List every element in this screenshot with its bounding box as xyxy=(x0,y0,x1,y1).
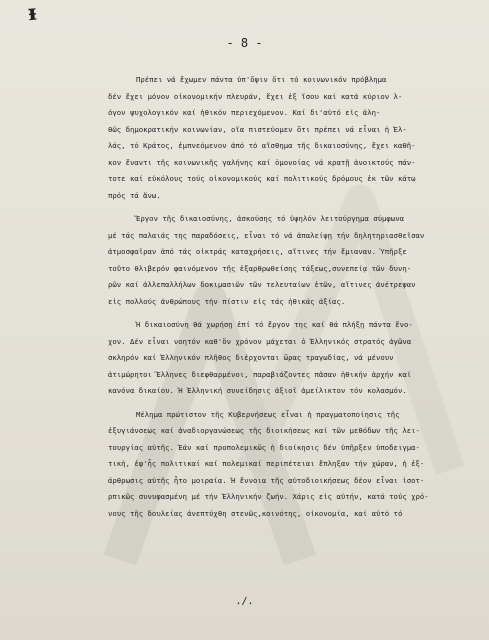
text-line: τουργίας αὐτῆς. Ἐάν καί προπολεμικῶς ἡ διοίκησις δέν ὑπῆρξεν ὑποδειγμα- xyxy=(108,442,420,452)
text-line: νους τῆς δουλείας ἀνεπτύχθη στενῶς,κοινότης, οἰκονομία, καί αὐτό τό xyxy=(108,508,403,518)
margin-mark: ᵻ xyxy=(26,0,38,27)
text-line: εἰς πολλούς ἀνθρώπους τήν πίστιν εἰς τάς ἠθικάς ἀξίας. xyxy=(108,296,346,306)
text-line: θῶς δημοκρατικήν κοινωνίαν, οἵα πιστεύομεν ὅτι πρέπει νά εἶναι ἡ Ἑλ- xyxy=(108,124,407,134)
text-line: ρπικῶς συνυφασμένη μέ τήν Ἑλληνικήν ζωήν. Χάρις εἰς αὐτήν, κατά τούς χρό- xyxy=(108,492,429,501)
text-line: λάς, τό Κράτος, ἐμπνεόμενον ἀπό τό αἴσθημα τῆς δικαιοσύνης, ἔχει καθῆ- xyxy=(108,141,416,150)
text-line: τοτε καί εὐκόλους τούς οἰκονομικούς καί πολιτικούς δρόμους ἐκ τῶν κάτω xyxy=(108,174,416,183)
text-line: χον. Δέν εἶναι νοητόν καθ'ὅν χρόνον μάχεται ὁ Ἑλληνικός στρατός ἀγῶνα xyxy=(108,336,412,346)
text-line: κον ἔναντι τῆς κοινωνικῆς γαλήνης καί ὁμονοίας νά κρατῇ ἀνοικτούς πάν- xyxy=(108,157,416,167)
text-line: δέν ἔχει μόνον οἰκονομικήν πλευράν, ἔχει ἐξ ἴσου καί κατά κύριον λ- xyxy=(108,91,403,101)
page-number: - 8 - xyxy=(226,36,263,50)
body-text xyxy=(108,72,454,522)
text-line: σκληρόν καί Ἑλληνικόν πλῆθος διέρχονται ὥρας τραγωδίας, νά μένουν xyxy=(108,353,394,362)
paragraph-2 xyxy=(108,211,454,310)
text-line: όγον ψυχολογικόν καί ἠθικόν περιεχόμενον. Καί δι'αὐτό εἰς ἀλη- xyxy=(108,108,381,117)
paragraph-3 xyxy=(108,317,454,400)
text-line: άρθρωσις αὐτῆς ἦτο μοιραία. Ἡ ἔννοια τῆς αὐτοδιοικήσεως δέον εἶναι ἰσοτ- xyxy=(108,475,425,485)
text-line: ἀτιμώρητοι Ἕλληνες διεφθαρμένοι, παραβιάζοντες πᾶσαν ἠθικήν ἀρχήν καί xyxy=(108,369,412,379)
text-line: Ἔργον τῆς δικαιοσύνης, ἀσκούσης τό ὑψηλόν λειτούργημα σύμφωνα xyxy=(136,214,404,223)
text-line: Ἡ δικαιοσύνη θά χωρήσῃ ἐπί τό ἔργον της καί θά πλήξῃ πάντα ἔνο- xyxy=(136,320,413,329)
text-line: ἀτμοσφαῖραν ἀπό τάς οἰκτράς καταχρήσεις, αἵτινες τήν ἔμιαναν. Ὑπῆρξε xyxy=(108,247,407,256)
text-line: ἐξυγιάνσεως καί ἀναδιοργανώσεως τῆς διοικήσεως καί τῶν μεθόδων τῆς λει- xyxy=(108,426,420,435)
paragraph-1 xyxy=(108,72,454,204)
text-line: κανόνα δικαίου. Ἡ Ἑλληνική συνείδησις ἀξιοῖ ἀμείλικτον τόν κολασμόν. xyxy=(108,386,407,395)
text-line: πρός τά ἄνω. xyxy=(108,190,161,200)
text-line: Πρέπει νά ἔχωμεν πάντα ὑπ'ὄψιν ὅτι τό κοινωνικόν πρόβλημα xyxy=(136,75,387,84)
text-line: τική, ἐφ'ἧς πολιτικαί καί πολεμικαί περιπέτειαι ἔπληξαν τήν χώραν, ἡ ἐξ- xyxy=(108,459,425,468)
text-line: ρῶν καί ἀλλεπαλλήλων δοκιμασιῶν τῶν τελευταίων ἐτῶν, αἵτινες ἀνέτρεψαν xyxy=(108,280,416,289)
continuation-mark: ./. xyxy=(235,596,254,607)
text-line: τοῦτο θλιβερόν φαινόμενον τῆς ἐξαρθρωθείσης τάξεως,συνεπείᾳ τῶν δυνη- xyxy=(108,263,412,273)
text-line: μέ τάς παλαιάς της παραδόσεις, εἶναι τό νά ἀπαλείψῃ τήν δηλητηριασθεῖσαν xyxy=(108,230,425,240)
paragraph-4 xyxy=(108,407,454,523)
text-line: Μέλημα πρώτιστον τῆς Κυβερνήσεως εἶναι ἡ πραγματοποίησις τῆς xyxy=(136,409,400,419)
